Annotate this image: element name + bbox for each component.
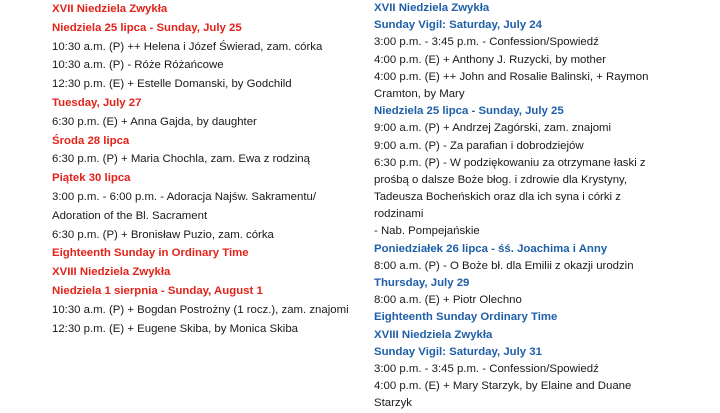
left-line-12: 6:30 p.m. (P) + Bronisław Puzio, zam. córka [52, 228, 274, 241]
right-line-10: prośbą o dalsze Boże błog. i zdrowie dla Krystyny, [374, 173, 628, 186]
right-line-3: 4:00 p.m. (E) + Anthony J. Ruzycki, by mother [374, 53, 607, 66]
right-line-6: Niedziela 25 lipca - Sunday, July 25 [374, 105, 564, 118]
right-line-9: 6:30 p.m. (P) - W podziękowaniu za otrzymane łaski z [374, 156, 646, 169]
left-line-6: 6:30 p.m. (E) + Anna Gajda, by daughter [52, 115, 257, 128]
right-line-18: Eighteenth Sunday Ordinary Time [374, 311, 558, 324]
left-line-8: 6:30 p.m. (P) + Maria Chochla, zam. Ewa z rodziną [52, 153, 310, 166]
right-line-0: XVII Niedziela Zwykła [374, 2, 490, 14]
left-line-9: Piątek 30 lipca [52, 172, 131, 185]
left-line-1: Niedziela 25 lipca - Sunday, July 25 [52, 21, 242, 34]
right-line-15: 8:00 a.m. (P) - O Boże bł. dla Emilii z okazji urodzin [374, 259, 634, 272]
mass-schedule-polish-column [52, 0, 352, 338]
left-line-7: Środa 28 lipca [52, 134, 130, 147]
right-line-8: 9:00 a.m. (P) - Za parafian i dobrodziejów [374, 139, 584, 152]
right-line-7: 9:00 a.m. (P) + Andrzej Zagórski, zam. znajomi [374, 122, 612, 135]
right-line-16: Thursday, July 29 [374, 277, 470, 289]
left-line-2: 10:30 a.m. (P) ++ Helena i Józef Świerad, zam. córka [52, 40, 323, 53]
left-line-5: Tuesday, July 27 [52, 96, 142, 109]
right-line-14: Poniedziałek 26 lipca - śś. Joachima i Anny [374, 242, 608, 255]
left-line-11: Adoration of the Bl. Sacrament [52, 209, 208, 222]
left-line-16: 10:30 a.m. (P) + Bogdan Postrożny (1 rocz.), zam. znajomi [52, 303, 349, 316]
right-line-19: XVIII Niedziela Zwykła [374, 328, 493, 341]
right-line-4: 4:00 p.m. (E) ++ John and Rosalie Balinski, + Raymon [374, 70, 649, 83]
right-line-11: Tadeusza Bocheńskich oraz dla ich syna i córki z [374, 191, 621, 204]
right-line-21: 3:00 p.m. - 3:45 p.m. - Confession/Spowiedź [374, 362, 599, 375]
right-line-17: 8:00 a.m. (E) + Piotr Olechno [374, 294, 522, 307]
right-line-22: 4:00 p.m. (E) + Mary Starzyk, by Elaine and Duane [374, 380, 632, 393]
left-line-13: Eighteenth Sunday in Ordinary Time [52, 247, 249, 260]
left-line-17: 12:30 p.m. (E) + Eugene Skiba, by Monica Skiba [52, 322, 298, 335]
right-line-1: Sunday Vigil: Saturday, July 24 [374, 19, 542, 32]
mass-schedule-english-column [374, 0, 674, 413]
right-line-23: Starzyk [374, 397, 412, 410]
left-line-14: XVIII Niedziela Zwykła [52, 266, 171, 279]
left-line-4: 12:30 p.m. (E) + Estelle Domanski, by Godchild [52, 78, 292, 91]
right-line-13: - Nab. Pompejańskie [374, 225, 480, 238]
right-line-20: Sunday Vigil: Saturday, July 31 [374, 345, 542, 358]
right-line-5: Cramton, by Mary [374, 87, 465, 100]
left-line-10: 3:00 p.m. - 6:00 p.m. - Adoracja Najśw. Sakramentu/ [52, 190, 317, 203]
left-line-3: 10:30 a.m. (P) - Róże Różańcowe [52, 59, 224, 72]
right-line-12: rodzinami [374, 208, 424, 221]
right-line-2: 3:00 p.m. - 3:45 p.m. - Confession/Spowiedź [374, 36, 599, 49]
left-line-0: XVII Niedziela Zwykła [52, 3, 168, 15]
left-line-15: Niedziela 1 sierpnia - Sunday, August 1 [52, 284, 263, 297]
